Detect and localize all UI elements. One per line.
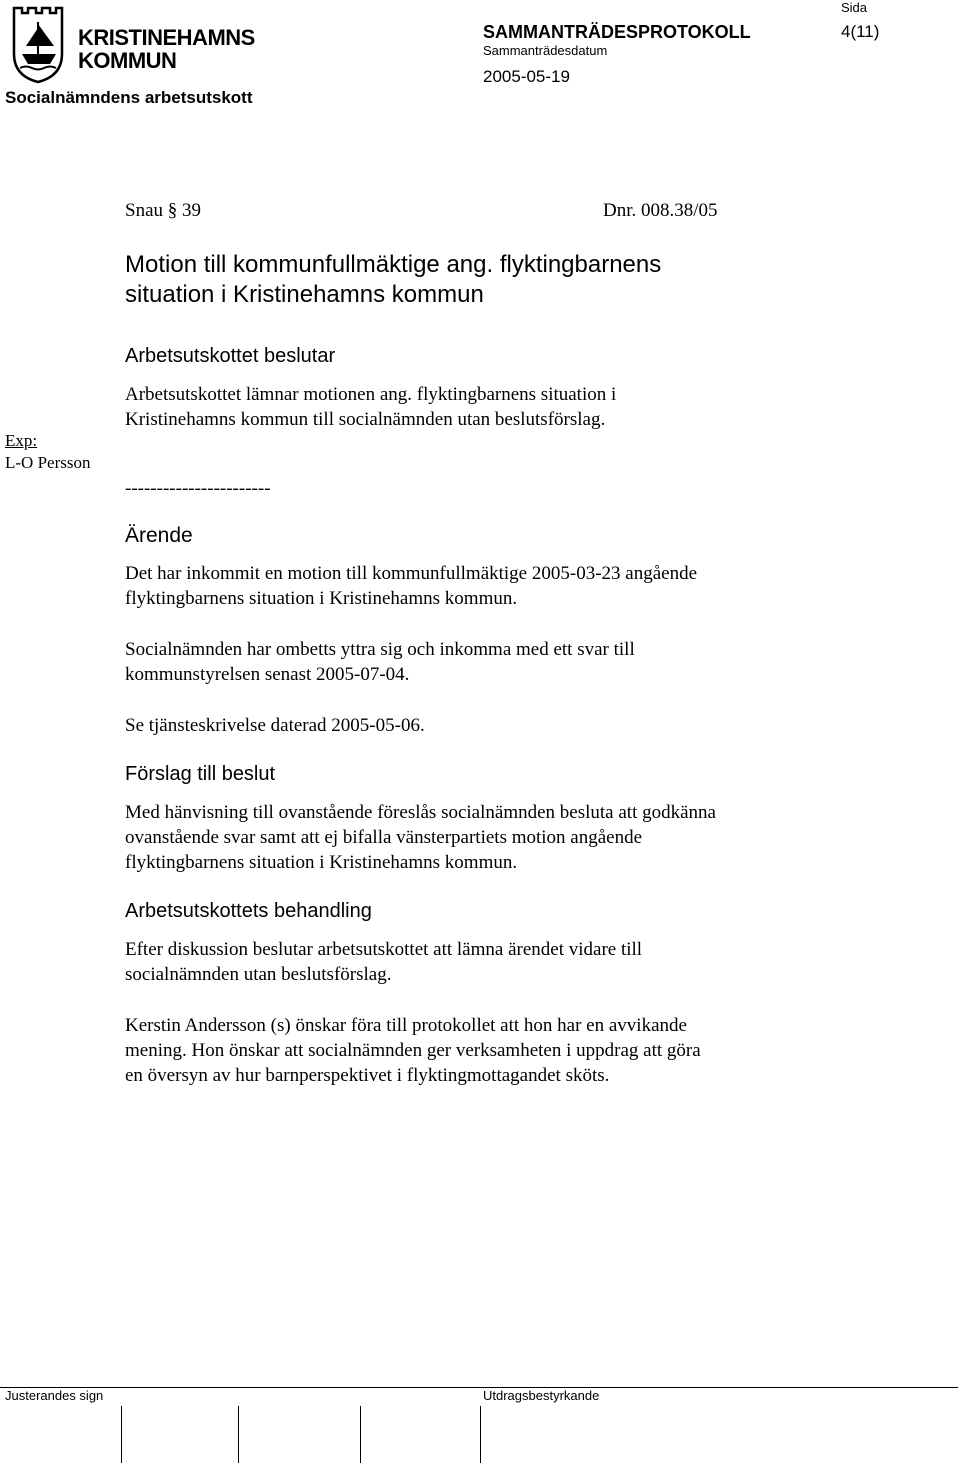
- text-line: Med hänvisning till ovanstående föreslås socialnämnden besluta att godkänna: [125, 802, 716, 823]
- footer-divider: [0, 1387, 958, 1388]
- municipality-name: [78, 26, 255, 72]
- text-line: ovanstående svar samt att ej bifalla vänsterpartiets motion angående: [125, 827, 643, 848]
- decision-heading: Arbetsutskottet beslutar: [125, 345, 336, 367]
- extract-certification-label: Utdragsbestyrkande: [483, 1388, 600, 1403]
- text-line: mening. Hon önskar att socialnämnden ger verksamheten i uppdrag att göra: [125, 1040, 701, 1061]
- text-line: Se tjänsteskrivelse daterad 2005-05-06.: [125, 715, 425, 736]
- meeting-date: 2005-05-19: [483, 67, 570, 86]
- matter-paragraph: [125, 713, 425, 738]
- case-reference: Snau § 39: [125, 200, 201, 221]
- diary-number: Dnr. 008.38/05: [603, 200, 718, 221]
- signature-box-divider: [121, 1406, 122, 1463]
- distribution-person: L-O Persson: [5, 453, 91, 472]
- proposal-text: [125, 800, 716, 875]
- text-line: Arbetsutskottet lämnar motionen ang. flyktingbarnens situation i: [125, 384, 617, 405]
- title-line: Motion till kommunfullmäktige ang. flyktingbarnens: [125, 251, 662, 278]
- page-number: 4(11): [841, 22, 880, 41]
- matter-paragraph: [125, 637, 635, 687]
- distribution-label: Exp:: [5, 431, 38, 450]
- page-title: [125, 250, 845, 310]
- municipality-line1: KRISTINEHAMNS: [78, 25, 255, 50]
- text-line: flyktingbarnens situation i Kristinehamns kommun.: [125, 852, 518, 873]
- meeting-date-label: Sammanträdesdatum: [483, 43, 608, 58]
- text-line: flyktingbarnens situation i Kristinehamns kommun.: [125, 588, 518, 609]
- protocol-title: SAMMANTRÄDESPROTOKOLL: [483, 22, 751, 42]
- municipality-line2: KOMMUN: [78, 48, 177, 73]
- signature-box-divider: [480, 1406, 481, 1463]
- signature-label: Justerandes sign: [5, 1388, 104, 1403]
- decision-text: [125, 382, 616, 432]
- handling-paragraph: [125, 937, 642, 987]
- text-line: Socialnämnden har ombetts yttra sig och inkomma med ett svar till: [125, 639, 635, 660]
- text-line: kommunstyrelsen senast 2005-07-04.: [125, 664, 410, 685]
- text-line: en översyn av hur barnperspektivet i flyktingmottagandet sköts.: [125, 1065, 610, 1086]
- proposal-heading: Förslag till beslut: [125, 763, 276, 785]
- text-line: Kerstin Andersson (s) önskar föra till protokollet att hon har en avvikande: [125, 1015, 687, 1036]
- text-line: Kristinehamns kommun till socialnämnden utan beslutsförslag.: [125, 409, 606, 430]
- matter-paragraph: [125, 561, 697, 611]
- signature-box-divider: [360, 1406, 361, 1463]
- text-line: Det har inkommit en motion till kommunfullmäktige 2005-03-23 angående: [125, 563, 698, 584]
- separator: -----------------------: [125, 478, 271, 499]
- text-line: socialnämnden utan beslutsförslag.: [125, 964, 392, 985]
- title-line: situation i Kristinehamns kommun: [125, 281, 484, 308]
- handling-heading: Arbetsutskottets behandling: [125, 900, 372, 922]
- text-line: Efter diskussion beslutar arbetsutskottet att lämna ärendet vidare till: [125, 939, 643, 960]
- municipality-logo-icon: [8, 4, 68, 84]
- signature-box-divider: [238, 1406, 239, 1463]
- committee-name: Socialnämndens arbetsutskott: [5, 88, 253, 107]
- matter-heading: Ärende: [125, 524, 193, 547]
- page-label: Sida: [841, 0, 868, 15]
- handling-paragraph: [125, 1013, 701, 1088]
